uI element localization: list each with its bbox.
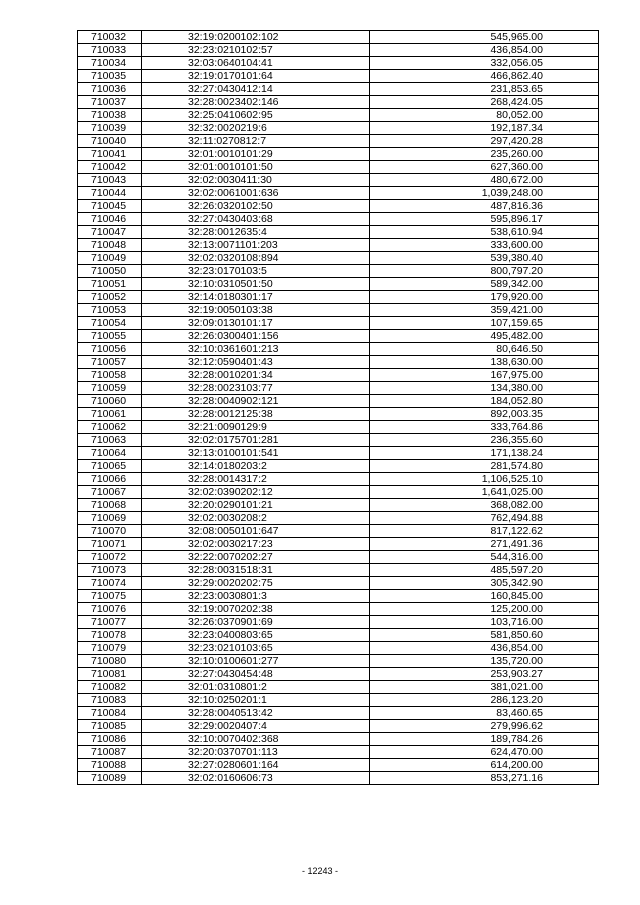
cadastral-number-cell: 32:08:0050101:647 (142, 525, 370, 538)
table-row (78, 291, 599, 304)
record-id-cell: 710036 (78, 83, 142, 96)
table-row (78, 148, 599, 161)
cadastral-number-cell: 32:19:0200102:102 (142, 31, 370, 44)
table-row (78, 616, 599, 629)
cadastral-number-cell: 32:14:0180301:17 (142, 291, 370, 304)
amount-cell: 235,260.00 (370, 148, 599, 161)
cadastral-number-cell: 32:23:0210102:57 (142, 44, 370, 57)
table-row (78, 278, 599, 291)
amount-cell: 466,862.40 (370, 70, 599, 83)
table-row (78, 577, 599, 590)
amount-cell: 817,122.62 (370, 525, 599, 538)
cadastral-number-cell: 32:28:0023103:77 (142, 382, 370, 395)
record-id-cell: 710056 (78, 343, 142, 356)
table-row (78, 655, 599, 668)
record-id-cell: 710084 (78, 707, 142, 720)
table-row (78, 174, 599, 187)
table-row (78, 564, 599, 577)
record-id-cell: 710080 (78, 655, 142, 668)
table-row (78, 681, 599, 694)
cadastral-number-cell: 32:13:0071101:203 (142, 239, 370, 252)
record-id-cell: 710077 (78, 616, 142, 629)
record-id-cell: 710065 (78, 460, 142, 473)
cadastral-number-cell: 32:01:0010101:50 (142, 161, 370, 174)
amount-cell: 236,355.60 (370, 434, 599, 447)
record-id-cell: 710032 (78, 31, 142, 44)
table-row (78, 733, 599, 746)
record-id-cell: 710072 (78, 551, 142, 564)
amount-cell: 271,491.36 (370, 538, 599, 551)
cadastral-number-cell: 32:27:0280601:164 (142, 759, 370, 772)
table-row (78, 486, 599, 499)
amount-cell: 614,200.00 (370, 759, 599, 772)
table-row (78, 473, 599, 486)
amount-cell: 297,420.28 (370, 135, 599, 148)
record-id-cell: 710062 (78, 421, 142, 434)
record-id-cell: 710068 (78, 499, 142, 512)
cadastral-number-cell: 32:02:0320108:894 (142, 252, 370, 265)
cadastral-number-cell: 32:19:0050103:38 (142, 304, 370, 317)
cadastral-number-cell: 32:09:0130101:17 (142, 317, 370, 330)
record-id-cell: 710042 (78, 161, 142, 174)
table-row (78, 109, 599, 122)
amount-cell: 539,380.40 (370, 252, 599, 265)
cadastral-number-cell: 32:10:0070402:368 (142, 733, 370, 746)
amount-cell: 762,494.88 (370, 512, 599, 525)
record-id-cell: 710057 (78, 356, 142, 369)
table-row (78, 57, 599, 70)
record-id-cell: 710046 (78, 213, 142, 226)
table-row (78, 31, 599, 44)
cadastral-number-cell: 32:23:0170103:5 (142, 265, 370, 278)
table-body (78, 31, 599, 785)
cadastral-number-cell: 32:28:0012635:4 (142, 226, 370, 239)
amount-cell: 167,975.00 (370, 369, 599, 382)
table-row (78, 551, 599, 564)
cadastral-number-cell: 32:14:0180203:2 (142, 460, 370, 473)
amount-cell: 800,797.20 (370, 265, 599, 278)
cadastral-number-cell: 32:26:0370901:69 (142, 616, 370, 629)
table-row (78, 538, 599, 551)
record-id-cell: 710059 (78, 382, 142, 395)
table-row (78, 343, 599, 356)
amount-cell: 286,123.20 (370, 694, 599, 707)
cadastral-number-cell: 32:02:0390202:12 (142, 486, 370, 499)
cadastral-number-cell: 32:13:0100101:541 (142, 447, 370, 460)
amount-cell: 333,600.00 (370, 239, 599, 252)
cadastral-number-cell: 32:27:0430454:48 (142, 668, 370, 681)
record-id-cell: 710086 (78, 733, 142, 746)
amount-cell: 436,854.00 (370, 642, 599, 655)
table-row (78, 213, 599, 226)
cadastral-number-cell: 32:02:0175701:281 (142, 434, 370, 447)
amount-cell: 545,965.00 (370, 31, 599, 44)
table-row (78, 317, 599, 330)
amount-cell: 305,342.90 (370, 577, 599, 590)
cadastral-number-cell: 32:22:0070202:27 (142, 551, 370, 564)
cadastral-number-cell: 32:28:0031518:31 (142, 564, 370, 577)
amount-cell: 1,106,525.10 (370, 473, 599, 486)
cadastral-number-cell: 32:26:0320102:50 (142, 200, 370, 213)
cadastral-number-cell: 32:02:0030208:2 (142, 512, 370, 525)
amount-cell: 333,764.86 (370, 421, 599, 434)
amount-cell: 253,903.27 (370, 668, 599, 681)
amount-cell: 83,460.65 (370, 707, 599, 720)
cadastral-number-cell: 32:10:0250201:1 (142, 694, 370, 707)
record-id-cell: 710061 (78, 408, 142, 421)
amount-cell: 480,672.00 (370, 174, 599, 187)
record-id-cell: 710047 (78, 226, 142, 239)
cadastral-number-cell: 32:23:0030801:3 (142, 590, 370, 603)
record-id-cell: 710085 (78, 720, 142, 733)
amount-cell: 487,816.36 (370, 200, 599, 213)
table-row (78, 434, 599, 447)
table-row (78, 239, 599, 252)
record-id-cell: 710054 (78, 317, 142, 330)
table-row (78, 629, 599, 642)
table-row (78, 70, 599, 83)
cadastral-number-cell: 32:28:0010201:34 (142, 369, 370, 382)
cadastral-number-cell: 32:28:0040902:121 (142, 395, 370, 408)
amount-cell: 80,646.50 (370, 343, 599, 356)
amount-cell: 80,052.00 (370, 109, 599, 122)
amount-cell: 581,850.60 (370, 629, 599, 642)
record-id-cell: 710038 (78, 109, 142, 122)
table-row (78, 252, 599, 265)
record-id-cell: 710079 (78, 642, 142, 655)
table-row (78, 421, 599, 434)
record-id-cell: 710037 (78, 96, 142, 109)
cadastral-number-cell: 32:28:0012125:38 (142, 408, 370, 421)
cadastral-number-cell: 32:20:0370701:113 (142, 746, 370, 759)
table-row (78, 720, 599, 733)
cadastral-number-cell: 32:25:0410602:95 (142, 109, 370, 122)
table-row (78, 499, 599, 512)
table-row (78, 525, 599, 538)
amount-cell: 853,271.16 (370, 772, 599, 785)
cadastral-number-cell: 32:27:0430412:14 (142, 83, 370, 96)
cadastral-number-cell: 32:11:0270812:7 (142, 135, 370, 148)
record-id-cell: 710048 (78, 239, 142, 252)
amount-cell: 134,380.00 (370, 382, 599, 395)
table-row (78, 265, 599, 278)
table-row (78, 694, 599, 707)
record-id-cell: 710071 (78, 538, 142, 551)
cadastral-number-cell: 32:28:0040513:42 (142, 707, 370, 720)
cadastral-number-cell: 32:10:0310501:50 (142, 278, 370, 291)
record-id-cell: 710058 (78, 369, 142, 382)
table-row (78, 772, 599, 785)
record-id-cell: 710033 (78, 44, 142, 57)
record-id-cell: 710076 (78, 603, 142, 616)
cadastral-number-cell: 32:01:0010101:29 (142, 148, 370, 161)
amount-cell: 359,421.00 (370, 304, 599, 317)
record-id-cell: 710045 (78, 200, 142, 213)
amount-cell: 627,360.00 (370, 161, 599, 174)
table-row (78, 590, 599, 603)
table-row (78, 96, 599, 109)
amount-cell: 381,021.00 (370, 681, 599, 694)
table-row (78, 746, 599, 759)
record-id-cell: 710075 (78, 590, 142, 603)
amount-cell: 189,784.26 (370, 733, 599, 746)
cadastral-number-cell: 32:19:0170101:64 (142, 70, 370, 83)
record-id-cell: 710049 (78, 252, 142, 265)
cadastral-number-cell: 32:26:0300401:156 (142, 330, 370, 343)
cadastral-number-cell: 32:28:0023402:146 (142, 96, 370, 109)
record-id-cell: 710087 (78, 746, 142, 759)
record-id-cell: 710089 (78, 772, 142, 785)
cadastral-number-cell: 32:29:0020202:75 (142, 577, 370, 590)
record-id-cell: 710088 (78, 759, 142, 772)
record-id-cell: 710074 (78, 577, 142, 590)
table-row (78, 759, 599, 772)
record-id-cell: 710053 (78, 304, 142, 317)
table-row (78, 135, 599, 148)
amount-cell: 368,082.00 (370, 499, 599, 512)
record-id-cell: 710073 (78, 564, 142, 577)
record-id-cell: 710067 (78, 486, 142, 499)
table-row (78, 460, 599, 473)
amount-cell: 231,853.65 (370, 83, 599, 96)
record-id-cell: 710052 (78, 291, 142, 304)
table-row (78, 668, 599, 681)
table-row (78, 200, 599, 213)
amount-cell: 589,342.00 (370, 278, 599, 291)
record-id-cell: 710034 (78, 57, 142, 70)
record-id-cell: 710064 (78, 447, 142, 460)
record-id-cell: 710043 (78, 174, 142, 187)
amount-cell: 332,056.05 (370, 57, 599, 70)
record-id-cell: 710044 (78, 187, 142, 200)
amount-cell: 538,610.94 (370, 226, 599, 239)
table-row (78, 356, 599, 369)
amount-cell: 624,470.00 (370, 746, 599, 759)
cadastral-number-cell: 32:10:0361601:213 (142, 343, 370, 356)
cadastral-number-cell: 32:23:0400803:65 (142, 629, 370, 642)
record-id-cell: 710035 (78, 70, 142, 83)
amount-cell: 485,597.20 (370, 564, 599, 577)
cadastral-number-cell: 32:29:0020407:4 (142, 720, 370, 733)
amount-cell: 268,424.05 (370, 96, 599, 109)
cadastral-number-cell: 32:23:0210103:65 (142, 642, 370, 655)
table-row (78, 408, 599, 421)
record-id-cell: 710055 (78, 330, 142, 343)
amount-cell: 495,482.00 (370, 330, 599, 343)
table-row (78, 330, 599, 343)
record-id-cell: 710078 (78, 629, 142, 642)
cadastral-number-cell: 32:27:0430403:68 (142, 213, 370, 226)
table-row (78, 707, 599, 720)
record-id-cell: 710063 (78, 434, 142, 447)
amount-cell: 1,641,025.00 (370, 486, 599, 499)
amount-cell: 160,845.00 (370, 590, 599, 603)
table-row (78, 512, 599, 525)
table-row (78, 226, 599, 239)
amount-cell: 179,920.00 (370, 291, 599, 304)
cadastral-number-cell: 32:01:0310801:2 (142, 681, 370, 694)
record-id-cell: 710069 (78, 512, 142, 525)
record-id-cell: 710040 (78, 135, 142, 148)
data-table (77, 30, 599, 785)
amount-cell: 125,200.00 (370, 603, 599, 616)
cadastral-number-cell: 32:19:0070202:38 (142, 603, 370, 616)
amount-cell: 1,039,248.00 (370, 187, 599, 200)
table-row (78, 44, 599, 57)
table-row (78, 603, 599, 616)
table-row (78, 369, 599, 382)
amount-cell: 107,159.65 (370, 317, 599, 330)
amount-cell: 892,003.35 (370, 408, 599, 421)
cadastral-number-cell: 32:12:0590401:43 (142, 356, 370, 369)
amount-cell: 184,052.80 (370, 395, 599, 408)
record-id-cell: 710050 (78, 265, 142, 278)
amount-cell: 138,630.00 (370, 356, 599, 369)
table-row (78, 187, 599, 200)
amount-cell: 436,854.00 (370, 44, 599, 57)
table-row (78, 161, 599, 174)
amount-cell: 171,138.24 (370, 447, 599, 460)
cadastral-number-cell: 32:02:0160606:73 (142, 772, 370, 785)
cadastral-number-cell: 32:02:0030217:23 (142, 538, 370, 551)
record-id-cell: 710066 (78, 473, 142, 486)
record-id-cell: 710060 (78, 395, 142, 408)
amount-cell: 279,996.62 (370, 720, 599, 733)
cadastral-number-cell: 32:20:0290101:21 (142, 499, 370, 512)
amount-cell: 544,316.00 (370, 551, 599, 564)
amount-cell: 103,716.00 (370, 616, 599, 629)
amount-cell: 595,896.17 (370, 213, 599, 226)
cadastral-number-cell: 32:28:0014317:2 (142, 473, 370, 486)
table-row (78, 642, 599, 655)
record-id-cell: 710082 (78, 681, 142, 694)
record-id-cell: 710041 (78, 148, 142, 161)
table-row (78, 122, 599, 135)
record-id-cell: 710039 (78, 122, 142, 135)
cadastral-number-cell: 32:03:0640104:41 (142, 57, 370, 70)
cadastral-number-cell: 32:32:0020219:6 (142, 122, 370, 135)
table-row (78, 395, 599, 408)
amount-cell: 281,574.80 (370, 460, 599, 473)
record-id-cell: 710081 (78, 668, 142, 681)
page-number: - 12243 - (301, 866, 339, 876)
record-id-cell: 710083 (78, 694, 142, 707)
table-row (78, 304, 599, 317)
table-row (78, 447, 599, 460)
table-row (78, 83, 599, 96)
record-id-cell: 710070 (78, 525, 142, 538)
table-row (78, 382, 599, 395)
cadastral-number-cell: 32:02:0061001:636 (142, 187, 370, 200)
record-id-cell: 710051 (78, 278, 142, 291)
cadastral-number-cell: 32:10:0100601:277 (142, 655, 370, 668)
amount-cell: 135,720.00 (370, 655, 599, 668)
cadastral-number-cell: 32:21:0090129:9 (142, 421, 370, 434)
cadastral-number-cell: 32:02:0030411:30 (142, 174, 370, 187)
amount-cell: 192,187.34 (370, 122, 599, 135)
